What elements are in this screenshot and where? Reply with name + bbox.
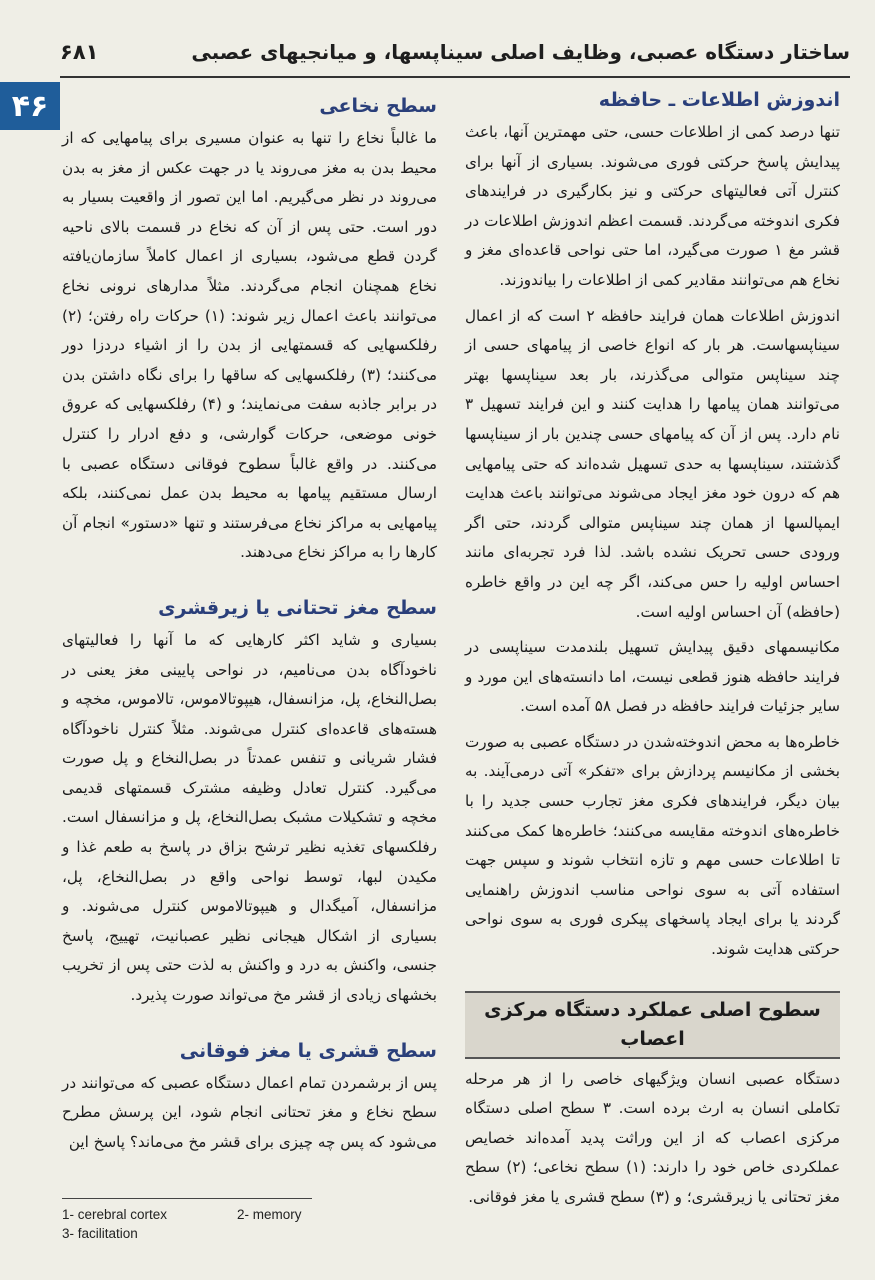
running-header — [60, 36, 850, 68]
paragraph: تنها درصد کمی از اطلاعات حسی، حتی مهمترین آنها، باعث پیدایش پاسخ حرکتی فوری می‌شوند. بسیاری از آنها برای کنترل آتی فعالیتهای حرکتی و نیز بکارگیری در فرایندهای فکری اندوخته می‌گردند. قسمت اعظم اندوزش اطلاعات در قشر مغ ۱ صورت می‌گیرد، اما حتی نواحی قاعده‌ای مغز و نخاع هم می‌توانند مقادیر کمی از اطلاعات را بیاندوزند. — [465, 123, 841, 289]
section-heading-spinal: سطح نخاعی — [319, 95, 437, 117]
section-heading-subcortical: سطح مغز تحتانی یا زیرقشری — [158, 596, 437, 619]
left-column — [62, 90, 437, 1163]
header-rule — [60, 76, 850, 78]
chapter-tab: ۴۶ — [0, 82, 60, 130]
paragraph: اندوزش اطلاعات همان فرایند حافظه ۲ است که از اعمال سیناپسهاست. هر بار که انواع خاصی از پیامهای حسی از چند سیناپس متوالی می‌گذرند، بار بعد سیناپسها بهتر می‌توانند همان پیامها را هدایت کنند و این فرایند تسهیل ۳ نام دارد. پس از آن که پیامهای حسی چندین بار از سیناپسها گذشتند، سیناپسها به حدی تسهیل شده‌اند که حتی پیامهایی هم که درون خود مغز ایجاد می‌شوند می‌توانند باعث هدایت ایمپالسها از همان چند سیناپس متوالی گردند، حتی اگر ورودی حسی تحریک نشده باشد. لذا فرد تجربه‌ای مانند احساس اولیه را حس می‌کند، اگر چه این در واقع خاطره (حافظه) آن احساس اولیه است. — [465, 306, 840, 621]
footnote: 2- memory — [237, 1207, 302, 1222]
footnote-rule — [62, 1198, 312, 1199]
footnote: 1- cerebral cortex — [62, 1207, 168, 1222]
page-number: ۶۸۱ — [60, 40, 99, 64]
footnotes — [62, 1205, 462, 1243]
paragraph: بسیاری و شاید اکثر کارهایی که ما آنها را فعالیتهای ناخودآگاه بدن می‌نامیم، در نواحی پایینی مغز یعنی در بصل‌النخاع، پل، مزانسفال، هیپوتالاموس، تالاموس، مخچه و هسته‌های قاعده‌ای کنترل می‌شوند. مثلاً کنترل ناخودآگاه فشار شریانی و تنفس عمدتاً در بصل‌النخاع و پل صورت می‌گیرد. کنترل تعادل وظیفه مشترک قسمتهای قدیمی مخچه و تشکیلات مشبک بصل‌النخاع، پل و مزانسفال است. رفلکسهای تغذیه نظیر ترشح بزاق در پاسخ به طعم غذا و مکیدن لبها، توسط نواحی واقع در بصل‌النخاع، پل، مزانسفال، آمیگدال و هیپوتالاموس کنترل می‌شوند. و بسیاری از اشکال هیجانی نظیر عصبانیت، تهییج، پاسخ جنسی، واکنش به درد و واکنش به لذت حتی پس از تخریب بخشهای زیادی از قشر مخ می‌تواند صورت پذیرد. — [62, 630, 437, 1005]
paragraph: خاطره‌ها به محض اندوخته‌شدن در دستگاه عصبی به صورت بخشی از مکانیسم پردازش برای «تفکر» آتی درمی‌آیند. به بیان دیگر، فرایندهای فکری مغز تجارب حسی جدید را با خاطره‌های اندوخته مقایسه می‌کنند؛ خاطره‌ها کمک می‌کنند تا اطلاعات حسی مهم و تازه انتخاب شوند و سپس جهت استفاده آتی به سوی نواحی مناسب اندوزش راهنمایی گردند یا برای ایجاد پاسخهای پیکری فوری به سوی نواحی حرکتی هدایت شوند. — [465, 732, 840, 959]
paragraph: پس از برشمردن تمام اعمال دستگاه عصبی که می‌توانند در سطح نخاع و مغز تحتانی انجام شود، این پرسش مطرح می‌شود که پس چه چیزی برای قشر مخ می‌ماند؟ پاسخ این — [62, 1073, 437, 1151]
paragraph: دستگاه عصبی انسان ویژگیهای خاصی را از هر مرحله تکاملی انسان به ارث برده است. ۳ سطح اصلی دستگاه مرکزی اعصاب که از این وراثت پدید آمده‌اند خصایص عملکردی خاص خود را دارند: (۱) سطح نخاعی؛ (۲) سطح مغز تحتانی یا زیرقشری؛ و (۳) سطح قشری یا مغز فوقانی. — [465, 1069, 841, 1206]
section-heading-cortical: سطح قشری یا مغز فوقانی — [179, 1039, 437, 1062]
paragraph: ما غالباً نخاع را تنها به عنوان مسیری برای پیامهایی که از محیط بدن به مغز می‌روند یا در جهت عکس از مغز به بدن می‌روند در نظر می‌گیریم. اما این تصور از واقعیت بسیار به دور است. حتی پس از آن که نخاع در قسمت بالای ناحیه گردن قطع می‌شود، بسیاری از اعمال کاملاً سازمان‌یافته نخاع همچنان انجام می‌گردند. مثلاً مدارهای نرونی نخاع می‌توانند باعث اعمال زیر شوند: (۱) حرکات راه رفتن؛ (۲) رفلکسهایی که قسمتهایی از بدن را از اشیاء دردزا دور می‌کنند؛ (۳) رفلکسهایی که ساقها را برای نگاه داشتن بدن در برابر جاذبه سفت می‌نمایند؛ و (۴) رفلکسهایی که عروق خونی موضعی، حرکات گوارشی، و دفع ادرار را کنترل می‌کنند. در واقع غالباً سطوح فوقانی دستگاه عصبی با ارسال مستقیم پیامها به محیط بدن عمل نمی‌کنند، بلکه پیامهایی به مراکز نخاع می‌فرستند و تنها «دستور» انجام آن کارها را به مراکز نخاع می‌دهند. — [62, 129, 437, 562]
right-column — [465, 84, 840, 1219]
footnote: 3- facilitation — [62, 1226, 138, 1241]
paragraph: مکانیسمهای دقیق پیدایش تسهیل بلندمدت سیناپسی در فرایند حافظه هنوز قطعی نیست، اما دانسته‌های این مورد و سایر جزئیات فرایند حافظه در فصل ۵۸ آمده است. — [465, 638, 840, 716]
boxed-section-heading: سطوح اصلی عملکرد دستگاه مرکزی اعصاب — [465, 991, 840, 1059]
header-title: ساختار دستگاه عصبی، وظایف اصلی سیناپسها، و میانجیهای عصبی — [191, 40, 850, 64]
section-heading-memory: اندوزش اطلاعات ـ حافظه — [598, 89, 840, 111]
